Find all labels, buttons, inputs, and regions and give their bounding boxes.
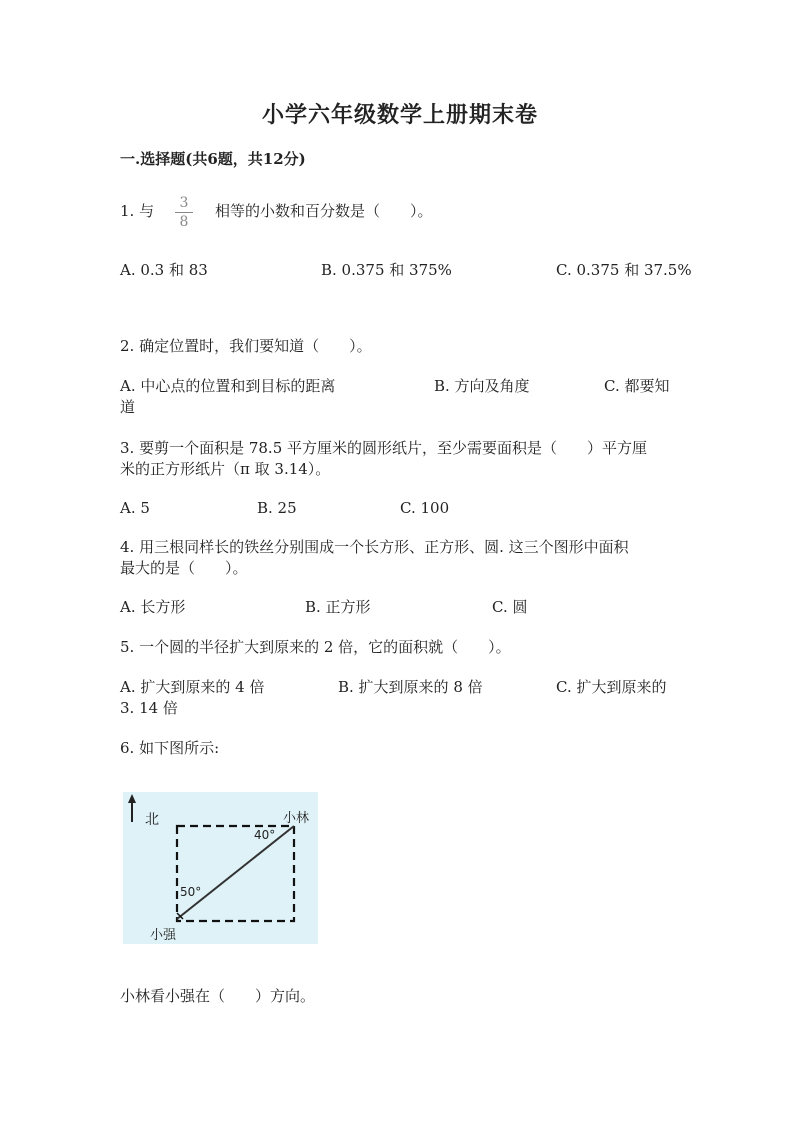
north-arrowhead-icon <box>128 794 136 803</box>
q3-option-c: C. 100 <box>400 499 450 517</box>
angle-label-top: 40° <box>254 828 276 842</box>
q1-option-b: B. 0.375 和 375% <box>321 261 452 279</box>
q5-option-b: B. 扩大到原来的 8 倍 <box>338 678 483 696</box>
q5-option-c: C. 扩大到原来的 <box>556 678 667 696</box>
q3-stem-line2: 米的正方形纸片（π 取 3.14）。 <box>120 460 331 478</box>
point-label-top: 小林 <box>283 811 310 826</box>
q3-option-b: B. 25 <box>257 499 297 517</box>
q1-fraction <box>173 195 195 230</box>
section-heading: 一.选择题(共6题，共12分) <box>120 150 306 168</box>
angle-label-bottom: 50° <box>180 885 202 899</box>
fraction-bar <box>175 212 193 213</box>
q4-stem-line1: 4. 用三根同样长的铁丝分别围成一个长方形、正方形、圆. 这三个图形中面积 <box>120 538 629 556</box>
q1-prefix: 1. 与 <box>120 202 155 220</box>
q5-stem: 5. 一个圆的半径扩大到原来的 2 倍，它的面积就（ ）。 <box>120 638 511 656</box>
q1-option-a: A. 0.3 和 83 <box>120 261 208 279</box>
q4-stem-line2: 最大的是（ ）。 <box>120 559 248 577</box>
q4-option-b: B. 正方形 <box>305 598 371 616</box>
q6-stem: 6. 如下图所示: <box>120 739 220 757</box>
direction-diagram <box>123 792 318 944</box>
q4-option-c: C. 圆 <box>492 598 528 616</box>
q2-option-b: B. 方向及角度 <box>434 377 530 395</box>
q1-numerator: 3 <box>179 195 189 211</box>
q3-option-a: A. 5 <box>120 499 150 517</box>
point-label-bottom: 小强 <box>150 928 177 943</box>
diagonal-line <box>177 826 294 919</box>
north-label: 北 <box>145 812 159 828</box>
q4-option-a: A. 长方形 <box>120 598 186 616</box>
q5-option-a: A. 扩大到原来的 4 倍 <box>120 678 265 696</box>
q1-denominator: 8 <box>179 214 189 230</box>
q2-option-c-cont: 道 <box>120 398 136 416</box>
q1-option-c: C. 0.375 和 37.5% <box>556 261 692 279</box>
q2-option-a: A. 中心点的位置和到目标的距离 <box>120 377 336 395</box>
q1-suffix: 相等的小数和百分数是（ ）。 <box>215 202 433 220</box>
q2-option-c: C. 都要知 <box>604 377 670 395</box>
q2-stem: 2. 确定位置时，我们要知道（ ）。 <box>120 337 372 355</box>
q5-option-c-cont: 3. 14 倍 <box>120 699 178 717</box>
q3-stem-line1: 3. 要剪一个面积是 78.5 平方厘米的圆形纸片，至少需要面积是（ ）平方厘 <box>120 439 648 457</box>
direction-figure <box>123 792 318 944</box>
q6-question: 小林看小强在（ ）方向。 <box>120 987 316 1005</box>
page-title: 小学六年级数学上册期末卷 <box>261 102 538 128</box>
